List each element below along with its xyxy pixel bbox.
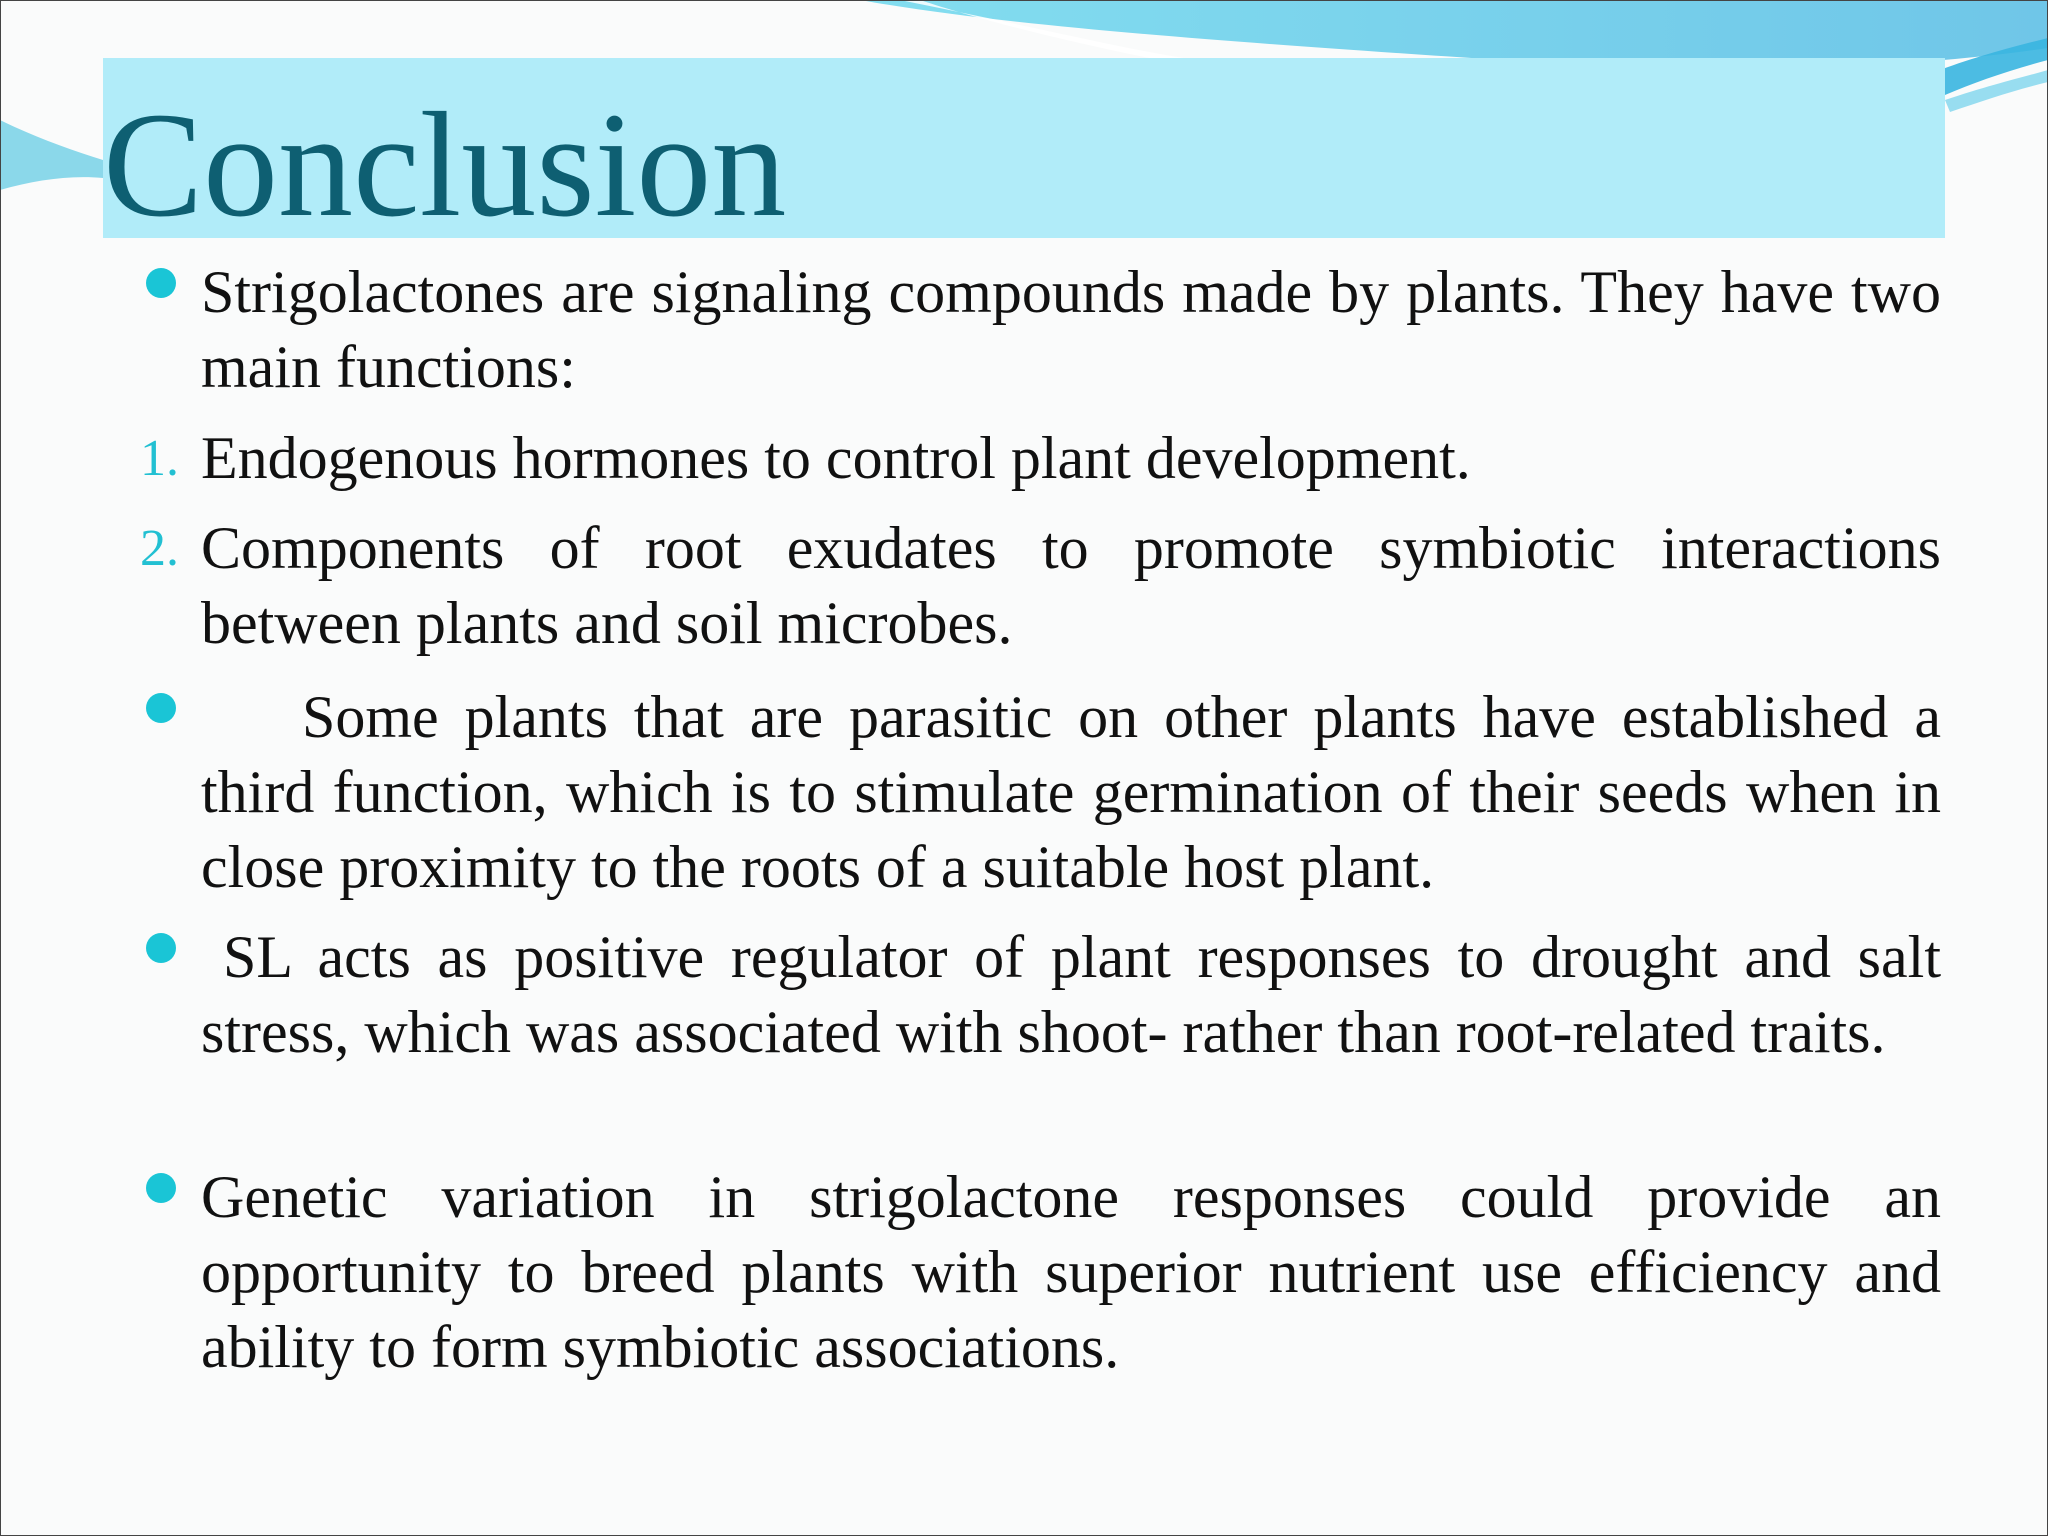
list-item: Genetic variation in strigolactone responses could provide an opportunity to breed plants with superior nutrient use efficiency and ability to form symbiotic associations. (201, 1164, 1941, 1380)
list-item: Components of root exudates to promote symbiotic interactions between plants and soil microbes. (201, 515, 1941, 656)
list-item: Endogenous hormones to control plant development. (201, 425, 1471, 491)
bullet-dot (146, 933, 176, 963)
list-item: Some plants that are parasitic on other plants have established a third function, which is to stimulate germination of their seeds when in close proximity to the roots of a suitable host plant. (201, 684, 1941, 900)
bullet-dot (146, 1173, 176, 1203)
list-item: SL acts as positive regulator of plant responses to drought and salt stress, which was associated with shoot- rather than root-related traits. (201, 924, 1941, 1065)
list-number: 1. (140, 430, 179, 487)
list-number: 2. (140, 520, 179, 577)
slide-title: Conclusion (103, 82, 787, 248)
bullet-dot (146, 693, 176, 723)
bullet-dot (146, 268, 176, 298)
list-item: Strigolactones are signaling compounds made by plants. They have two main functions: (201, 259, 1941, 400)
